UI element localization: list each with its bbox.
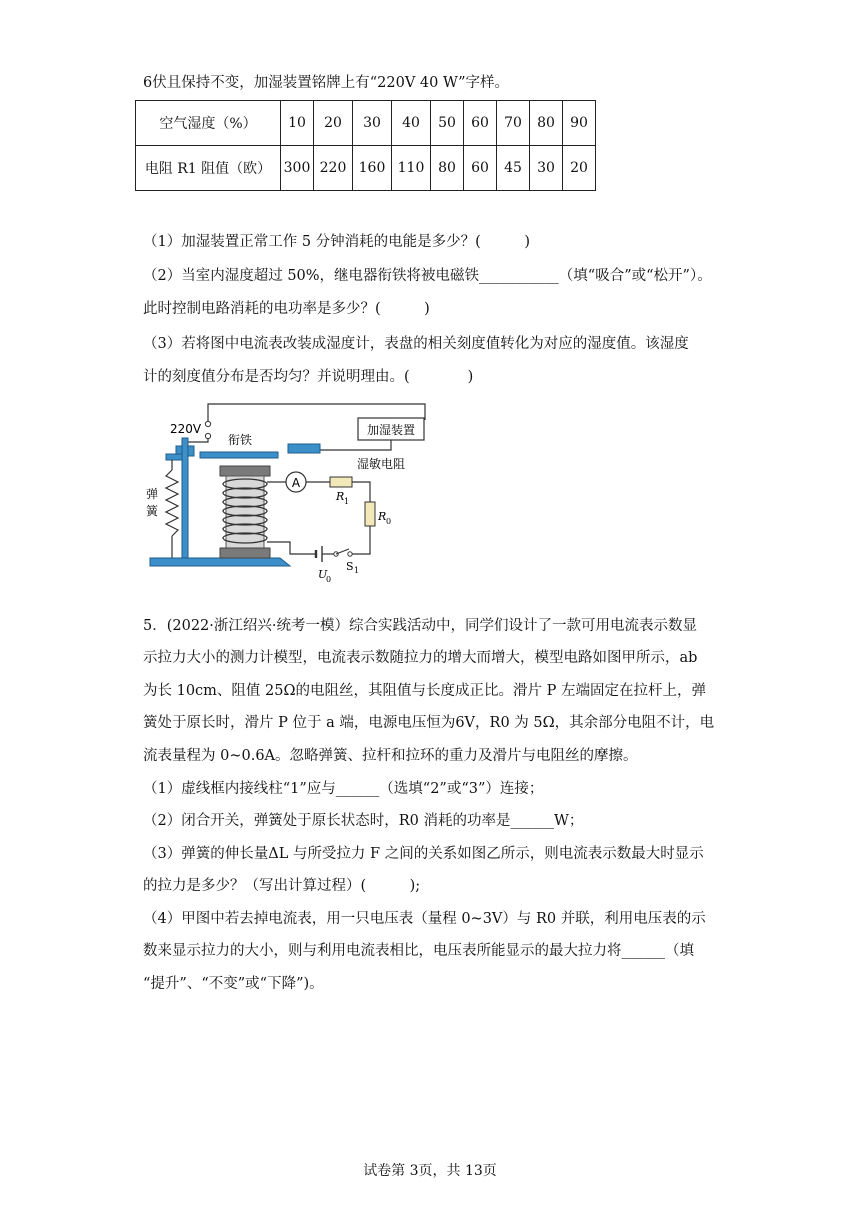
table-cell: 20 — [314, 101, 353, 146]
terminal-top — [205, 421, 210, 426]
label-armature: 衔铁 — [228, 433, 253, 447]
table-cell: 80 — [530, 101, 563, 146]
table-cell: 50 — [431, 101, 464, 146]
q5-sub3-line1: （3）弹簧的伸长量ΔL 与所受拉力 F 之间的关系如图乙所示，则电流表示数最大时显示 — [143, 846, 704, 862]
humidifier-label: 加湿装置 — [366, 423, 416, 437]
table-cell: 40 — [392, 101, 431, 146]
label-r0-sub: 0 — [386, 517, 392, 526]
label-sensor: 湿敏电阻 — [357, 457, 406, 471]
switch-s1 — [336, 549, 349, 554]
q4-part2-line2: 此时控制电路消耗的电功率是多少？( ) — [143, 301, 430, 317]
table-cell: 60 — [464, 101, 497, 146]
label-s1-sub: 1 — [354, 566, 360, 575]
q5-stem-line2: 示拉力大小的测力计模型，电流表示数随拉力的增大而增大，模型电路如图甲所示，ab — [143, 650, 698, 666]
table-header-resistance: 电阻 R1 阻值（欧） — [136, 146, 281, 191]
table-cell: 30 — [530, 146, 563, 191]
label-r1-sub: 1 — [344, 497, 350, 506]
table-cell: 45 — [497, 146, 530, 191]
table-row — [136, 146, 596, 191]
base — [150, 558, 290, 566]
q5-stem-line3: 为长 10cm、阻值 25Ω的电阻丝，其阻值与长度成正比。滑片 P 左端固定在拉杆上，弹 — [143, 683, 706, 699]
q5-sub2: （2）闭合开关，弹簧处于原长状态时，R0 消耗的功率是______W； — [143, 813, 584, 829]
q5-sub4-line1: （4）甲图中若去掉电流表，用一只电压表（量程 0~3V）与 R0 并联，利用电压表的示 — [143, 911, 706, 927]
table-cell: 300 — [281, 146, 314, 191]
table-cell: 110 — [392, 146, 431, 191]
relay-circuit-diagram — [140, 398, 440, 586]
label-220v: 220V — [170, 422, 202, 436]
label-r1: R — [336, 490, 345, 503]
label-u0-sub: 0 — [326, 575, 332, 584]
contact-block — [288, 444, 320, 453]
table-cell: 70 — [497, 101, 530, 146]
q5-stem-line4: 簧处于原长时，滑片 P 位于 a 端，电源电压恒为6V，R0 为 5Ω，其余部分电阻不计，电 — [143, 715, 715, 731]
label-s1: S — [346, 560, 354, 573]
label-spring-1: 弹 — [146, 487, 159, 501]
q5-sub1: （1）虚线框内接线柱“1”应与______（选填“2”或“3”）连接； — [143, 781, 544, 797]
table-header-humidity: 空气湿度（%） — [136, 101, 281, 146]
table-cell: 80 — [431, 146, 464, 191]
ammeter-label: A — [291, 476, 301, 490]
q5-stem-line1: 5．(2022·浙江绍兴·统考一模）综合实践活动中，同学们设计了一款可用电流表示数显 — [143, 618, 697, 634]
armature-bar — [200, 452, 278, 458]
q5-sub4-line3: “提升”、“不变”或“下降”)。 — [143, 976, 324, 992]
label-spring-2: 簧 — [146, 504, 159, 518]
q4-part3-line2: 计的刻度值分布是否均匀？并说明理由。( ) — [143, 369, 474, 385]
page-footer: 试卷第 3页，共 13页 — [363, 1163, 497, 1179]
label-r0: R — [378, 510, 387, 523]
table-row — [136, 101, 596, 146]
intro-line: 6伏且保持不变，加湿装置铭牌上有“220V 40 W”字样。 — [143, 75, 510, 91]
q4-part2-line1: （2）当室内湿度超过 50%，继电器衔铁将被电磁铁___________（填“吸合”或“松开”）。 — [143, 268, 712, 284]
q4-part3-line1: （3）若将图中电流表改装成湿度计，表盘的相关刻度值转化为对应的湿度值。该湿度 — [143, 336, 689, 352]
q4-part1: （1）加湿装置正常工作 5 分钟消耗的电能是多少？( ) — [143, 234, 530, 250]
table-cell: 90 — [563, 101, 596, 146]
pivot-post — [182, 438, 188, 558]
resistor-r1 — [330, 477, 352, 487]
label-u0: U — [318, 568, 328, 581]
resistor-r0 — [365, 502, 375, 526]
terminal-bottom — [205, 433, 210, 438]
table-cell: 30 — [353, 101, 392, 146]
q5-stem-line5: 流表量程为 0~0.6A。忽略弹簧、拉杆和拉环的重力及滑片与电阻丝的摩擦。 — [143, 748, 638, 764]
table-cell: 60 — [464, 146, 497, 191]
table-cell: 20 — [563, 146, 596, 191]
table-cell: 160 — [353, 146, 392, 191]
q5-sub3-line2: 的拉力是多少？（写出计算过程）( ); — [143, 878, 421, 894]
table-cell: 10 — [281, 101, 314, 146]
table-cell: 220 — [314, 146, 353, 191]
contact-wire — [320, 440, 391, 450]
humidity-table — [135, 100, 596, 191]
spring — [166, 470, 178, 536]
q5-sub4-line2: 数来显示拉力的大小，则与利用电流表相比，电压表所能显示的最大拉力将______（填 — [143, 943, 694, 959]
